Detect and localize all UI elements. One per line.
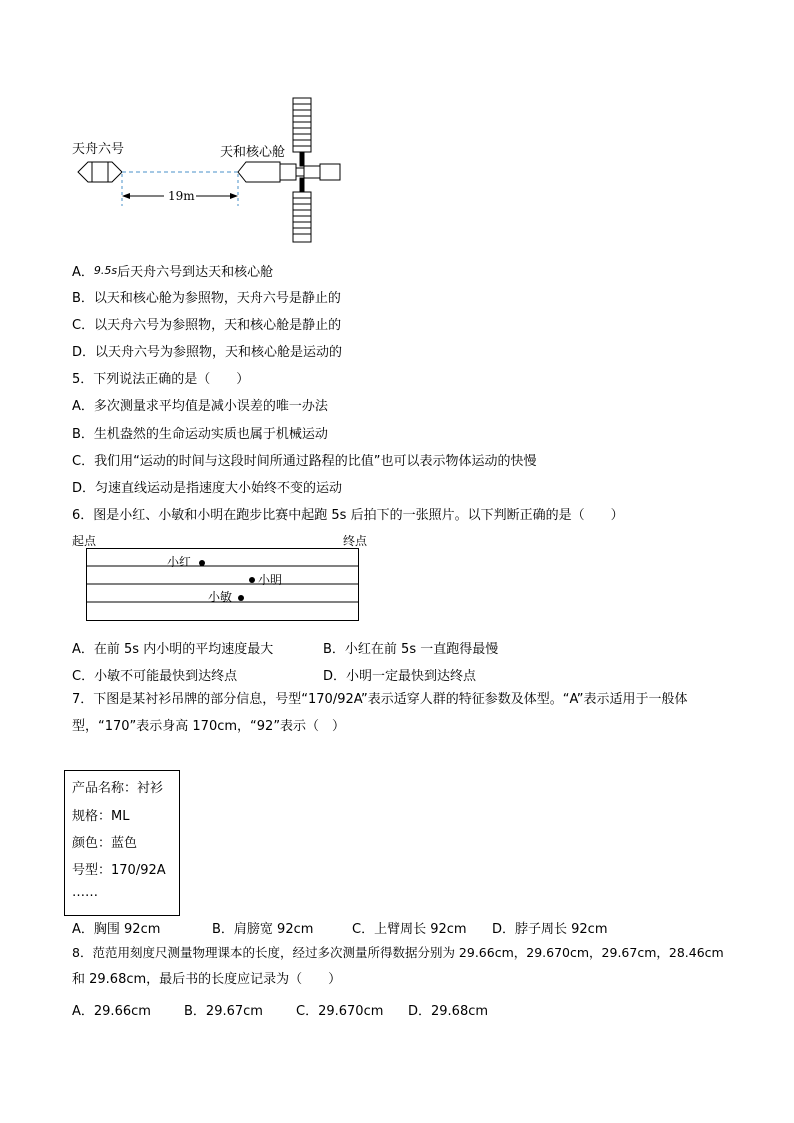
q6-stem: 6．图是小红、小敏和小明在跑步比赛中起跑 5s 后拍下的一张照片。以下判断正确的是（ ）: [72, 508, 624, 523]
q4-option-c: C．以天舟六号为参照物，天和核心舱是静止的: [72, 318, 342, 333]
docking-diagram: [60, 90, 360, 250]
q5-option-a: A．多次测量求平均值是减小误差的唯一办法: [72, 399, 328, 414]
q8-option-b: B．29.67cm: [184, 1004, 263, 1019]
q4-option-d: D．以天舟六号为参照物，天和核心舱是运动的: [72, 345, 343, 360]
q7-option-b: B．肩膀宽 92cm: [212, 922, 314, 937]
q5-option-d: D．匀速直线运动是指速度大小始终不变的运动: [72, 481, 343, 496]
tianhe-craft: [238, 98, 340, 242]
tag-size: 号型：170/92A: [72, 863, 166, 878]
q8-option-d: D．29.68cm: [408, 1004, 489, 1019]
tag-product-name: 产品名称：衬衫: [72, 781, 164, 796]
runner-xiaohong-label: 小红: [167, 555, 192, 569]
race-track: [86, 548, 361, 624]
tag-more: ……: [72, 885, 98, 900]
q5-stem: 5．下列说法正确的是（ ）: [72, 372, 250, 387]
q7-option-d: D．脖子周长 92cm: [492, 922, 608, 937]
finish-label: 终点: [343, 534, 368, 548]
q7-option-a: A．胸围 92cm: [72, 922, 161, 937]
q8-option-a: A．29.66cm: [72, 1004, 151, 1019]
start-label: 起点: [72, 534, 97, 548]
q8-option-c: C．29.670cm: [296, 1004, 384, 1019]
runner-xiaomin-label: 小敏: [208, 590, 233, 604]
q5-option-c: C．我们用“运动的时间与这段时间所通过路程的比值”也可以表示物体运动的快慢: [72, 454, 537, 469]
q6-option-a: A．在前 5s 内小明的平均速度最大: [72, 642, 274, 657]
tianhe-label: 天和核心舱: [220, 145, 286, 160]
q8-stem-line1: 8．范范用刻度尺测量物理课本的长度，经过多次测量所得数据分别为 29.66cm，29.670cm，29.67cm，28.46cm: [72, 945, 724, 960]
shenzhou-craft: [78, 162, 122, 182]
runner-xiaomin-dot: [238, 595, 244, 601]
runner-xiaoming-label: 小明: [258, 573, 283, 587]
q7-stem-line1: 7．下图是某衬衫吊牌的部分信息，号型“170/92A”表示适穿人群的特征参数及体型。“A”表示适用于一般体: [72, 692, 688, 707]
q8-stem-line2: 和 29.68cm，最后书的长度应记录为（ ）: [72, 972, 342, 987]
q7-option-c: C．上臂周长 92cm: [352, 922, 467, 937]
runner-xiaohong-dot: [199, 560, 205, 566]
distance-label: 19m: [168, 189, 195, 203]
runner-xiaoming-dot: [249, 577, 255, 583]
tag-spec: 规格：ML: [72, 809, 130, 824]
shenzhou-label: 天舟六号: [72, 142, 125, 157]
q4-option-a: A．9.5s后天舟六号到达天和核心舱: [72, 264, 274, 280]
tag-color: 颜色：蓝色: [72, 836, 138, 851]
q6-option-b: B．小红在前 5s 一直跑得最慢: [323, 642, 499, 657]
q5-option-b: B．生机盎然的生命运动实质也属于机械运动: [72, 427, 328, 442]
q4-option-b: B．以天和核心舱为参照物，天舟六号是静止的: [72, 291, 341, 306]
q6-option-d: D．小明一定最快到达终点: [323, 669, 477, 684]
q7-stem-line2: 型，“170”表示身高 170cm，“92”表示（ ）: [72, 719, 346, 734]
q6-option-c: C．小敏不可能最快到达终点: [72, 669, 238, 684]
